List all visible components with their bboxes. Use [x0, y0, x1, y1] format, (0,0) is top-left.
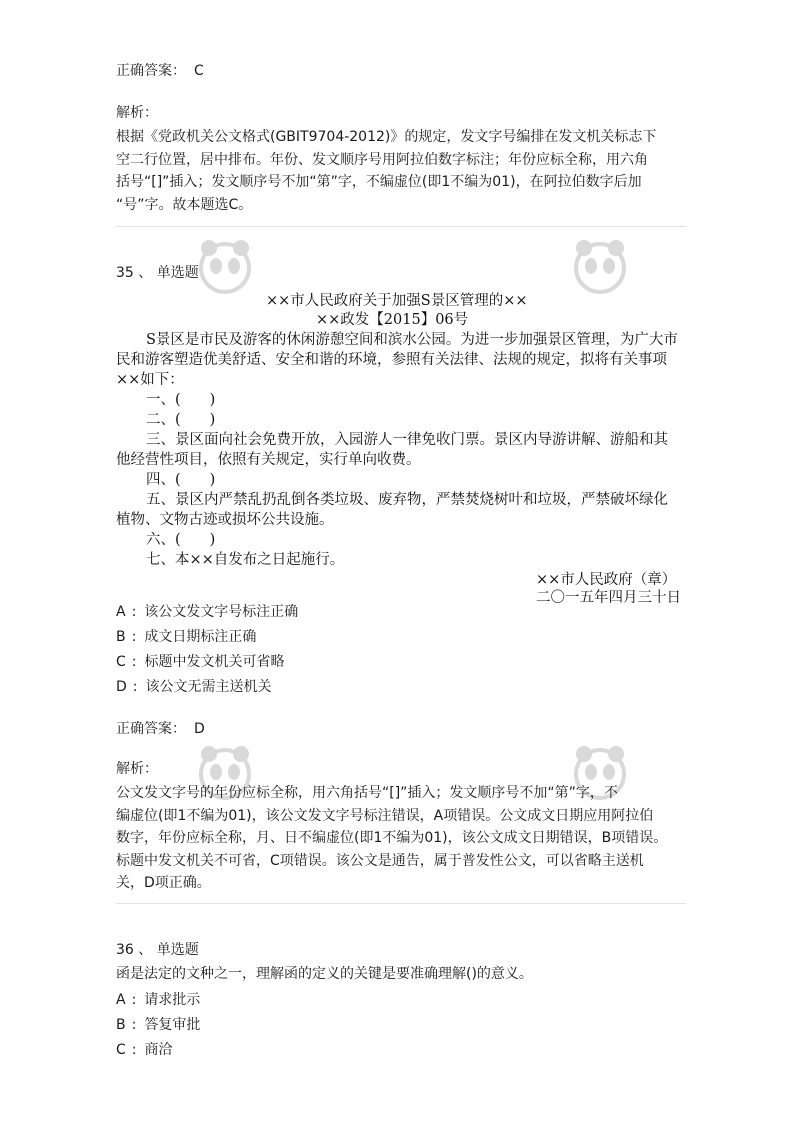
q35-option-a[interactable]: A : 该公文发文字号标注正确: [116, 604, 299, 620]
option-key: B: [116, 1017, 126, 1033]
q35-option-c[interactable]: C : 标题中发文机关可省略: [116, 654, 285, 670]
option-key: B: [116, 629, 126, 645]
q34-analysis-label: 解析：: [116, 105, 158, 121]
notice-item: 二、( ): [146, 412, 216, 428]
q34-analysis-text: [116, 126, 686, 216]
notice-date: 二〇一五年四月三十日: [536, 590, 681, 606]
option-text: 商洽: [144, 1042, 173, 1058]
notice-item: 植物、文物古迹或损坏公共设施。: [116, 512, 334, 528]
option-key: A: [116, 604, 126, 620]
notice-body-line: S景区是市民及游客的休闲游憩空间和滨水公园。为进一步加强景区管理，为广大市: [146, 332, 678, 348]
q36-option-a[interactable]: A : 请求批示: [116, 992, 201, 1008]
q35-analysis-line: 编虚位(即1不编为01)，该公文发文字号标注错误，A项错误。公文成文日期应用阿拉伯: [116, 807, 654, 824]
notice-item: 五、景区内严禁乱扔乱倒各类垃圾、废弃物，严禁焚烧树叶和垃圾，严禁破坏绿化: [146, 492, 668, 508]
q35-answer-row: [116, 720, 205, 738]
option-text: 标题中发文机关可省略: [144, 654, 285, 670]
q35-analysis-label: 解析：: [116, 761, 158, 777]
section-divider: [116, 903, 686, 904]
q34-answer-value: C: [194, 63, 204, 79]
q35-header: 35 、 单选题: [116, 265, 199, 281]
option-key: A: [116, 992, 126, 1008]
q36-option-c[interactable]: C : 商洽: [116, 1042, 173, 1058]
q34-answer-label: 正确答案：: [116, 63, 186, 79]
notice-item: 他经营性项目，依照有关规定，实行单向收费。: [116, 452, 421, 468]
q35-analysis-line: 公文发文字号的年份应标全称，用六角括号“[]”插入；发文顺序号不加“第”字，不: [116, 785, 618, 801]
q35-analysis-text: [116, 782, 686, 895]
q36-stem: 函是法定的文种之一，理解函的定义的关键是要准确理解()的意义。: [116, 966, 533, 982]
section-divider: [116, 226, 686, 227]
option-key: C: [116, 1042, 126, 1058]
notice-signature: ××市人民政府（章）: [536, 572, 677, 588]
q34-analysis-line: “号”字。故本题选C。: [116, 196, 253, 213]
option-text: 成文日期标注正确: [144, 629, 257, 645]
q34-analysis-line: 根据《党政机关公文格式(GBIT9704-2012)》的规定，发文字号编排在发文机关标志下: [116, 129, 657, 145]
q35-analysis-line: 数字，年份应标全称，月、日不编虚位(即1不编为01)，该公文成文日期错误，B项错误。: [116, 830, 668, 846]
option-key: C: [116, 654, 126, 670]
q34-analysis-line: 空二行位置，居中排布。年份、发文顺序号用阿拉伯数字标注；年份应标全称，用六角: [116, 151, 648, 168]
notice-item: 一、( ): [146, 392, 216, 408]
q35-notice-image: [116, 286, 686, 606]
option-text: 该公文发文字号标注正确: [144, 604, 299, 620]
q34-answer-row: [116, 62, 204, 80]
notice-title: ××市人民政府关于加强S景区管理的××: [266, 293, 528, 309]
notice-body-line: ××如下：: [116, 372, 184, 388]
option-text: 请求批示: [144, 992, 201, 1008]
q36-header: 36 、 单选题: [116, 942, 199, 958]
q36-option-b[interactable]: B : 答复审批: [116, 1017, 201, 1033]
q35-answer-value: D: [194, 721, 205, 737]
q35-option-d[interactable]: D : 该公文无需主送机关: [116, 679, 272, 695]
notice-item: 四、( ): [146, 472, 216, 488]
option-text: 该公文无需主送机关: [145, 679, 272, 695]
q35-analysis-line: 关，D项正确。: [116, 875, 211, 891]
notice-item: 三、景区面向社会免费开放，入园游人一律免收门票。景区内导游讲解、游船和其: [146, 432, 668, 448]
notice-body-line: 民和游客塑造优美舒适、安全和谐的环境，参照有关法律、法规的规定，拟将有关事项: [116, 352, 667, 368]
q34-analysis-line: 括号“[]”插入；发文顺序号不加“第”字，不编虚位(即1不编为01)，在阿拉伯数字后加: [116, 174, 642, 190]
q35-option-b[interactable]: B : 成文日期标注正确: [116, 629, 257, 645]
q35-answer-label: 正确答案：: [116, 721, 186, 737]
notice-item: 六、( ): [146, 532, 216, 548]
q35-analysis-line: 标题中发文机关不可省，C项错误。该公文是通告，属于普发性公文，可以省略主送机: [116, 852, 644, 869]
notice-doc-number: ××政发【2015】06号: [316, 312, 469, 328]
option-text: 答复审批: [144, 1017, 201, 1033]
option-key: D: [116, 679, 127, 695]
notice-item: 七、本××自发布之日起施行。: [146, 552, 345, 568]
